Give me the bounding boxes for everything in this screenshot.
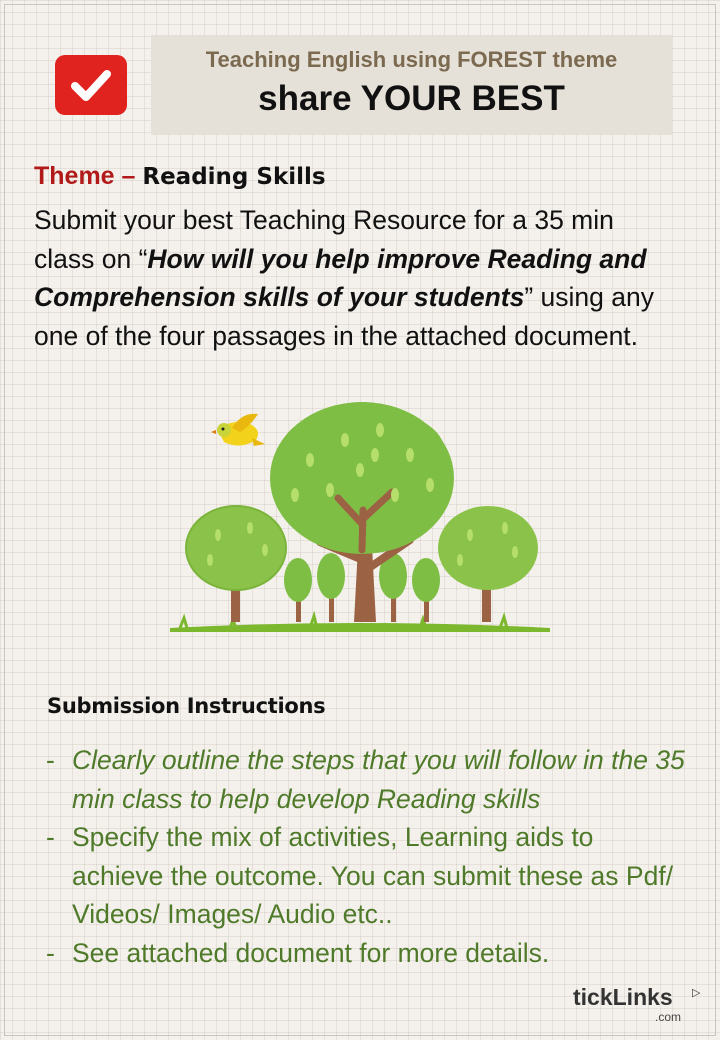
header-banner (151, 35, 672, 135)
bullet-dash: - (46, 937, 55, 968)
play-arrow-icon: ▷ (692, 987, 701, 999)
list-item-text: Specify the mix of activities, Learning aids to achieve the outcome. You can submit these as Pdf/ Videos/ Images/ Audio etc.. (72, 822, 674, 929)
list-item-text: See attached document for more details. (72, 937, 550, 968)
header-subtitle: Teaching English using FOREST theme (205, 47, 618, 72)
list-item (46, 818, 686, 934)
brand-logo: tickLinks (573, 984, 673, 1010)
checkbox-icon (55, 55, 127, 115)
forest-illustration (170, 400, 555, 635)
description-emphasis: How will you help improve Reading and Comprehension skills of your students (34, 243, 647, 312)
list-item (46, 934, 686, 973)
submission-heading: Submission Instructions (47, 694, 326, 718)
resource-description (34, 201, 674, 355)
theme-label: Theme – (34, 162, 143, 190)
theme-value: Reading Skills (142, 164, 326, 190)
description-intro: Submit your best Teaching Resource for a 35 min class on “ (34, 205, 614, 274)
submission-list (46, 741, 686, 972)
header-title: share YOUR BEST (258, 79, 565, 118)
bird-icon (211, 414, 265, 446)
description-outro: ” using any one of the four passages in the attached document. (34, 282, 654, 351)
list-item-text: Clearly outline the steps that you will follow in the 35 min class to help develop Reading skills (72, 745, 685, 814)
list-item (46, 741, 686, 818)
bullet-dash: - (46, 745, 55, 775)
brand-suffix: .com (655, 1010, 682, 1024)
bullet-dash: - (46, 822, 55, 852)
theme-line (34, 162, 326, 191)
